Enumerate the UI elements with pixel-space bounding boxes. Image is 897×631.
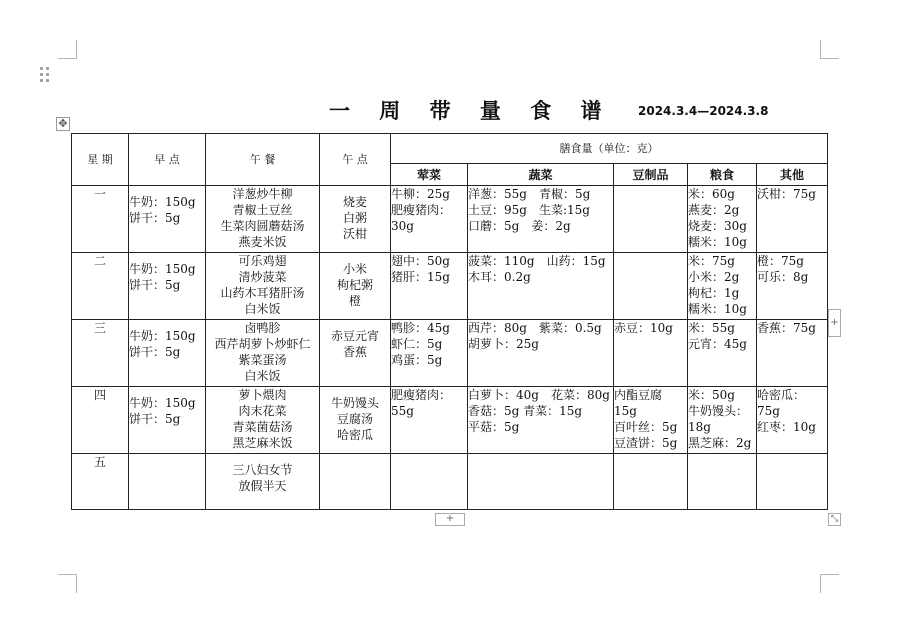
breakfast-line: 饼干：5g	[129, 278, 181, 292]
cell-meat[interactable]	[391, 186, 468, 253]
veg-line: 平菇：5g	[468, 420, 520, 434]
snack-line: 白粥	[342, 211, 367, 225]
cell-veg[interactable]	[468, 454, 614, 510]
cell-breakfast[interactable]	[129, 186, 206, 253]
lunch-line: 青菜菌菇汤	[232, 420, 293, 434]
cell-meat[interactable]	[391, 454, 468, 510]
cell-snack[interactable]	[320, 186, 391, 253]
veg-line: 土豆：95g 生菜:15g	[468, 203, 590, 217]
grain-line: 黑芝麻：2g	[688, 436, 752, 450]
cell-other[interactable]	[757, 253, 828, 320]
cell-breakfast[interactable]	[129, 253, 206, 320]
soy-line: 内酯豆腐	[614, 388, 663, 402]
snack-line: 豆腐汤	[336, 412, 373, 426]
grain-line: 枸杞：1g	[688, 286, 740, 300]
header-grain: 粮食	[688, 164, 757, 186]
cell-day[interactable]: 三	[72, 320, 129, 387]
lunch-line: 山药木耳猪肝汤	[220, 286, 305, 300]
cell-soy[interactable]	[614, 253, 688, 320]
cell-grain[interactable]	[688, 253, 757, 320]
cell-veg[interactable]	[468, 253, 614, 320]
table-resize-icon[interactable]: ⤡	[828, 513, 841, 526]
meat-line: 55g	[391, 404, 414, 418]
snack-line: 沃柑	[342, 227, 367, 241]
grain-line: 烧麦：30g	[688, 219, 747, 233]
snack-line: 枸杞粥	[336, 278, 373, 292]
breakfast-line: 牛奶：150g	[129, 195, 196, 209]
page-title: 一 周 带 量 食 谱	[329, 99, 613, 123]
cell-breakfast[interactable]	[129, 387, 206, 454]
other-line: 红枣：10g	[757, 420, 816, 434]
other-line: 香蕉：75g	[757, 321, 816, 335]
veg-line: 胡萝卜：25g	[468, 337, 539, 351]
snack-line: 烧麦	[342, 195, 367, 209]
grain-line: 糯米：10g	[688, 235, 747, 249]
cell-meat[interactable]	[391, 387, 468, 454]
header-lunch: 午 餐	[206, 134, 320, 186]
lunch-line: 白米饭	[244, 369, 281, 383]
lunch-line: 三八妇女节	[232, 463, 293, 477]
lunch-line: 可乐鸡翅	[238, 254, 287, 268]
lunch-line: 青椒土豆丝	[232, 203, 293, 217]
date-range: 2024.3.4—2024.3.8	[638, 104, 769, 118]
cell-soy[interactable]	[614, 320, 688, 387]
cell-other[interactable]	[757, 186, 828, 253]
grain-line: 小米：2g	[688, 270, 740, 284]
cell-lunch[interactable]	[206, 186, 320, 253]
meat-line: 翅中：50g	[391, 254, 450, 268]
margin-corner-top-right	[820, 40, 839, 59]
cell-soy[interactable]	[614, 454, 688, 510]
lunch-line: 肉末花菜	[238, 404, 287, 418]
grain-line: 糯米：10g	[688, 302, 747, 316]
snack-line: 哈密瓜	[336, 428, 373, 442]
lunch-line: 紫菜蛋汤	[238, 353, 287, 367]
grain-line: 18g	[688, 420, 711, 434]
header-snack: 午 点	[320, 134, 391, 186]
grain-line: 米：55g	[688, 321, 735, 335]
snack-line: 赤豆元宵	[330, 329, 379, 343]
meat-line: 猪肝：15g	[391, 270, 450, 284]
veg-line: 香菇：5g 青菜：15g	[468, 404, 583, 418]
meat-line: 30g	[391, 219, 414, 233]
cell-day[interactable]: 一	[72, 186, 129, 253]
soy-line: 豆渣饼：5g	[614, 436, 678, 450]
cell-veg[interactable]	[468, 320, 614, 387]
grain-line: 牛奶馒头：	[688, 404, 749, 418]
cell-snack[interactable]	[320, 454, 391, 510]
meat-line: 鸭胗：45g	[391, 321, 450, 335]
table-move-handle-icon[interactable]: ✥	[56, 117, 70, 131]
veg-line: 西芹：80g 紫菜：0.5g	[468, 321, 602, 335]
breakfast-line: 饼干：5g	[129, 412, 181, 426]
cell-lunch[interactable]	[206, 387, 320, 454]
lunch-line: 西芹胡萝卜炒虾仁	[214, 337, 311, 351]
table-row	[72, 454, 828, 510]
lunch-line: 燕麦米饭	[238, 235, 287, 249]
menu-table	[71, 133, 828, 510]
add-column-button[interactable]: +	[828, 309, 841, 337]
cell-day[interactable]: 五	[72, 454, 129, 510]
meat-line: 肥瘦猪肉：	[391, 203, 452, 217]
cell-other[interactable]	[757, 387, 828, 454]
cell-day[interactable]: 二	[72, 253, 129, 320]
breakfast-line: 饼干：5g	[129, 211, 181, 225]
cell-soy[interactable]	[614, 387, 688, 454]
other-line: 哈密瓜：	[757, 388, 806, 402]
cell-snack[interactable]	[320, 253, 391, 320]
veg-line: 洋葱：55g 青椒：5g	[468, 187, 591, 201]
veg-line: 木耳：0.2g	[468, 270, 531, 284]
cell-lunch[interactable]	[206, 253, 320, 320]
cell-day[interactable]: 四	[72, 387, 129, 454]
breakfast-line: 牛奶：150g	[129, 329, 196, 343]
cell-soy[interactable]	[614, 186, 688, 253]
other-line: 橙：75g	[757, 254, 804, 268]
cell-lunch[interactable]	[206, 454, 320, 510]
grain-line: 元宵：45g	[688, 337, 747, 351]
table-row	[72, 387, 828, 454]
cell-veg[interactable]	[468, 186, 614, 253]
soy-line: 百叶丝：5g	[614, 420, 678, 434]
cell-other[interactable]	[757, 454, 828, 510]
grain-line: 米：60g	[688, 187, 735, 201]
cell-other[interactable]	[757, 320, 828, 387]
soy-line: 赤豆：10g	[614, 321, 673, 335]
lunch-line: 萝卜煨肉	[238, 388, 287, 402]
meat-line: 牛柳：25g	[391, 187, 450, 201]
breakfast-line: 牛奶：150g	[129, 262, 196, 276]
grain-line: 燕麦：2g	[688, 203, 740, 217]
lunch-line: 白米饭	[244, 302, 281, 316]
table-row	[72, 253, 828, 320]
snack-line: 橙	[348, 294, 361, 308]
header-meat: 荤菜	[391, 164, 468, 186]
cell-snack[interactable]	[320, 320, 391, 387]
breakfast-line: 饼干：5g	[129, 345, 181, 359]
veg-line: 口蘑：5g 姜：2g	[468, 219, 571, 233]
cell-meat[interactable]	[391, 320, 468, 387]
meat-line: 虾仁：5g	[391, 337, 443, 351]
paragraph-drag-handle-icon[interactable]	[40, 67, 50, 83]
header-veg: 蔬菜	[468, 164, 614, 186]
lunch-line: 生菜肉圆蘑菇汤	[220, 219, 305, 233]
table-row	[72, 320, 828, 387]
lunch-line: 卤鸭胗	[244, 321, 281, 335]
meat-line: 鸡蛋：5g	[391, 353, 443, 367]
cell-grain[interactable]	[688, 186, 757, 253]
cell-veg[interactable]	[468, 387, 614, 454]
margin-corner-bottom-right	[820, 574, 839, 593]
veg-line: 菠菜：110g 山药：15g	[468, 254, 606, 268]
other-line: 75g	[757, 404, 780, 418]
lunch-line: 放假半天	[238, 479, 287, 493]
header-soy: 豆制品	[614, 164, 688, 186]
cell-breakfast[interactable]	[129, 454, 206, 510]
header-breakfast: 早 点	[129, 134, 206, 186]
cell-snack[interactable]	[320, 387, 391, 454]
add-row-button[interactable]: +	[435, 513, 465, 526]
cell-grain[interactable]	[688, 387, 757, 454]
margin-corner-top-left	[58, 40, 77, 59]
header-other: 其他	[757, 164, 828, 186]
lunch-line: 清炒菠菜	[238, 270, 287, 284]
cell-breakfast[interactable]	[129, 320, 206, 387]
veg-line: 白萝卜：40g 花菜：80g	[468, 388, 610, 402]
soy-line: 15g	[614, 404, 637, 418]
snack-line: 香蕉	[342, 345, 367, 359]
header-intake: 膳食量（单位：克）	[391, 134, 828, 164]
other-line: 沃柑：75g	[757, 187, 816, 201]
breakfast-line: 牛奶：150g	[129, 396, 196, 410]
lunch-line: 黑芝麻米饭	[232, 436, 293, 450]
margin-corner-bottom-left	[58, 574, 77, 593]
grain-line: 米：75g	[688, 254, 735, 268]
cell-lunch[interactable]	[206, 320, 320, 387]
header-weekday: 星 期	[72, 134, 129, 186]
table-row	[72, 186, 828, 253]
cell-grain[interactable]	[688, 320, 757, 387]
meat-line: 肥瘦猪肉：	[391, 388, 452, 402]
cell-grain[interactable]	[688, 454, 757, 510]
cell-meat[interactable]	[391, 253, 468, 320]
grain-line: 米：50g	[688, 388, 735, 402]
other-line: 可乐：8g	[757, 270, 809, 284]
snack-line: 小米	[342, 262, 367, 276]
snack-line: 牛奶馒头	[330, 396, 379, 410]
lunch-line: 洋葱炒牛柳	[232, 187, 293, 201]
